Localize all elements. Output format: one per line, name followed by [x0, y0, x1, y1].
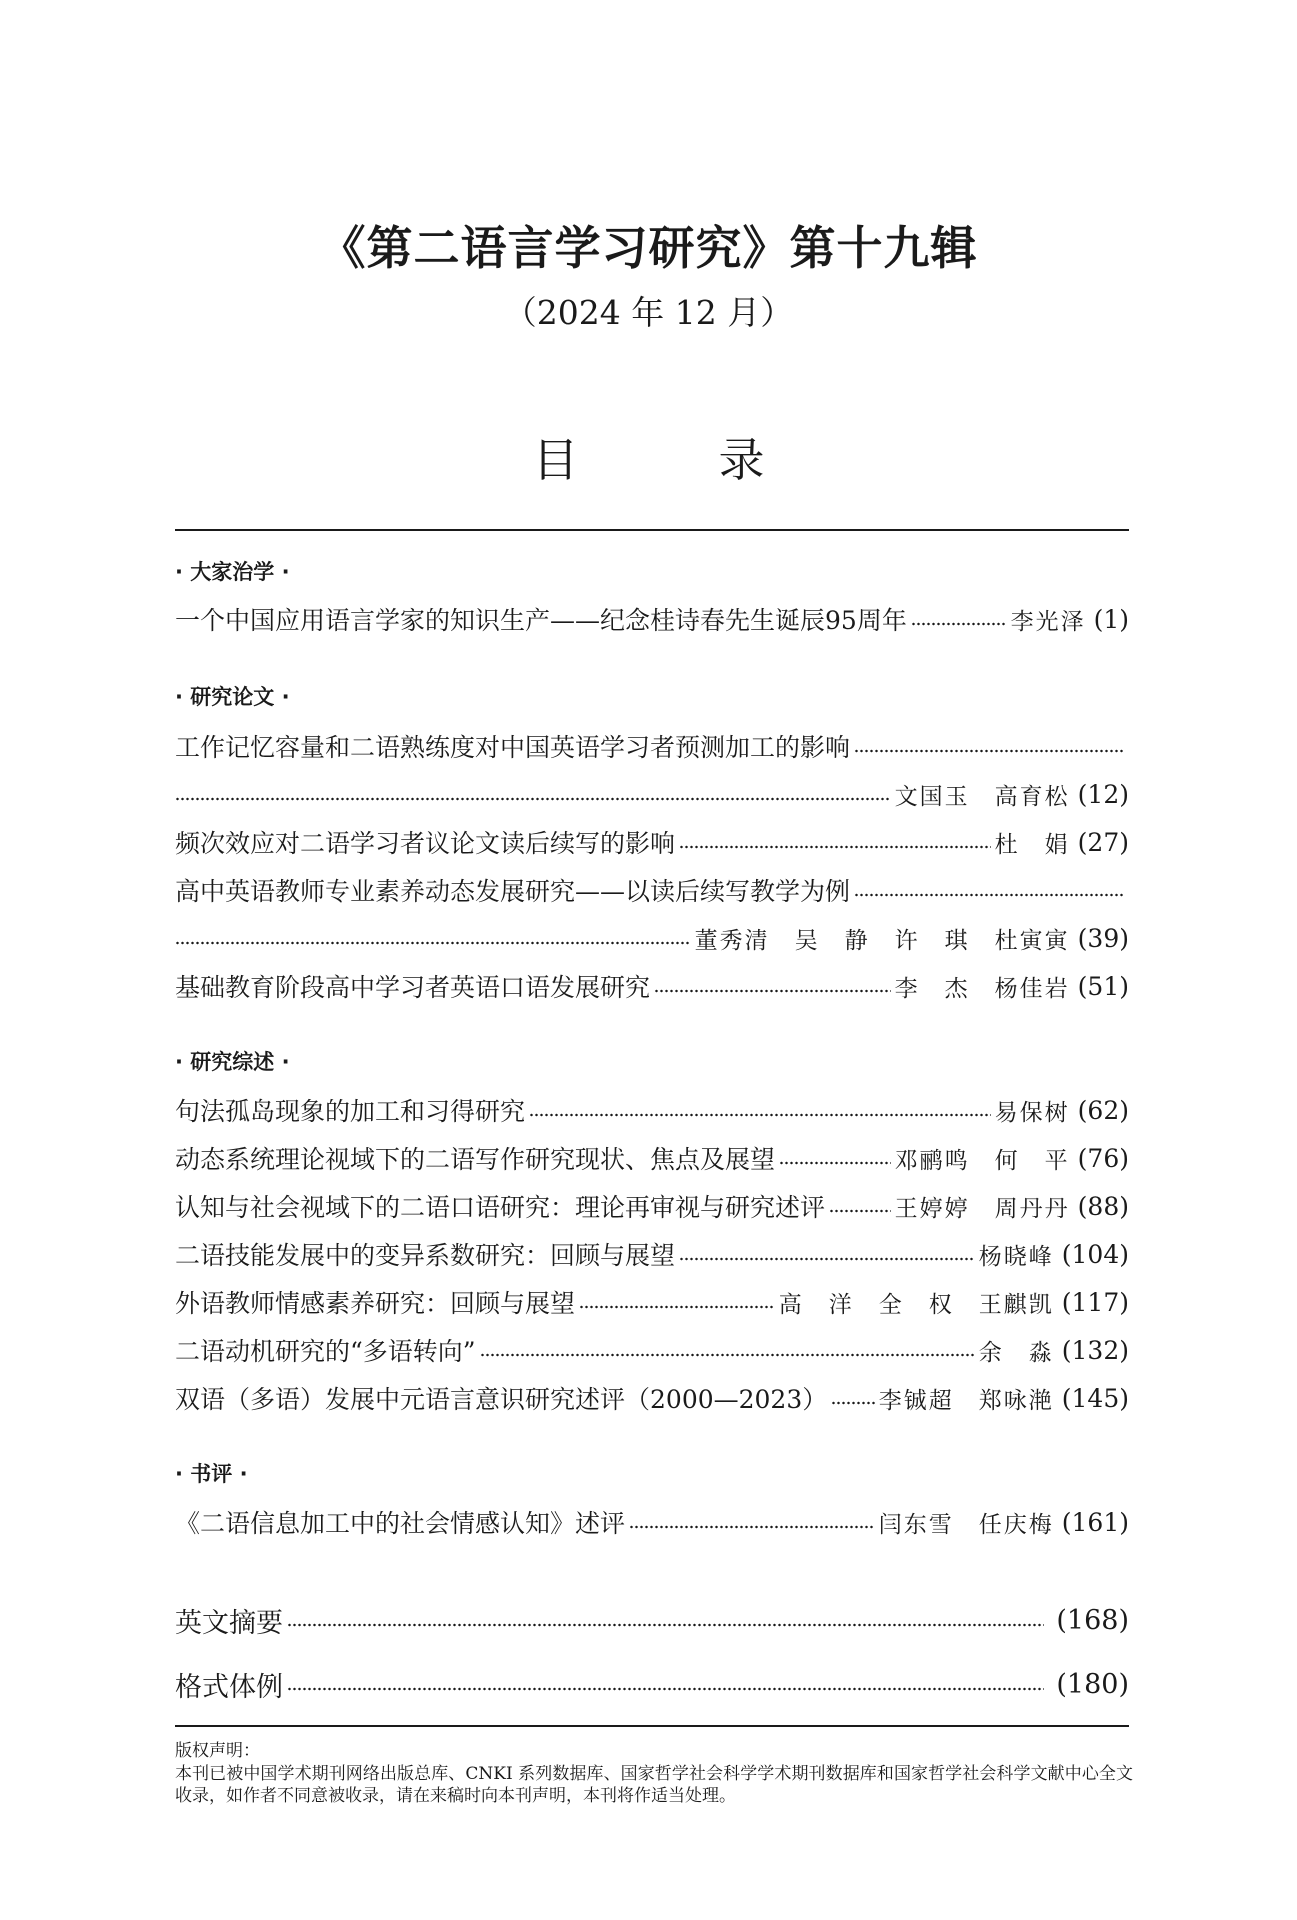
entry-page: (117) — [1061, 1287, 1129, 1317]
entry-title: 频次效应对二语学习者议论文读后续写的影响 — [175, 829, 676, 858]
leader-dots — [579, 1304, 775, 1310]
toc-entry[interactable] — [175, 1502, 1129, 1542]
entry-title: 认知与社会视域下的二语口语研究：理论再审视与研究述评 — [175, 1193, 826, 1222]
leader-dots — [854, 748, 1125, 754]
entry-author: 闫东雪 任庆梅 — [878, 1511, 1054, 1538]
leader-dots — [831, 1400, 875, 1406]
entry-author: 邓鹂鸣 何 平 — [894, 1147, 1070, 1174]
leader-dots — [911, 621, 1007, 627]
entry-title: 二语技能发展中的变异系数研究：回顾与展望 — [175, 1241, 676, 1270]
leader-dots — [175, 796, 891, 802]
bottom-divider — [175, 1725, 1129, 1727]
copyright-label: 版权声明： — [175, 1741, 260, 1761]
copyright-text: 本刊已被中国学术期刊网络出版总库、CNKI 系列数据库、国家哲学社会科学学术期刊数据库和国家哲学社会科学文献中心全文收录，如作者不同意被收录，请在来稿时向本刊声明，本刊将作适当处理。 — [175, 1764, 1133, 1806]
entry-title: 格式体例 — [175, 1671, 283, 1703]
entry-title: 外语教师情感素养研究：回顾与展望 — [175, 1289, 576, 1318]
leader-dots — [679, 844, 991, 850]
entry-author: 易保树 — [994, 1099, 1070, 1126]
entry-title: 双语（多语）发展中元语言意识研究述评（2000—2023） — [175, 1385, 828, 1414]
appendix-entry[interactable] — [175, 1661, 1129, 1707]
entry-page: (76) — [1077, 1143, 1129, 1173]
section-label: · 大家治学 · — [175, 560, 290, 584]
toc-entry-line1[interactable] — [175, 726, 1129, 766]
journal-title: 《第二语言学习研究》第十九辑 — [319, 221, 978, 275]
entry-page: (62) — [1077, 1095, 1129, 1125]
leader-dots — [854, 892, 1125, 898]
toc-entry[interactable] — [175, 1234, 1129, 1274]
entry-author: 余 淼 — [978, 1339, 1054, 1366]
entry-page: (39) — [1077, 923, 1129, 953]
entry-author: 李铖超 郑咏滟 — [878, 1387, 1054, 1414]
entry-author: 杜 娟 — [994, 831, 1070, 858]
entry-title: 英文摘要 — [175, 1607, 283, 1639]
top-divider — [175, 529, 1129, 531]
appendix-entry[interactable] — [175, 1597, 1129, 1643]
entry-author: 李光泽 — [1010, 608, 1086, 635]
entry-page: (145) — [1061, 1383, 1129, 1413]
leader-dots — [829, 1208, 891, 1214]
toc-entry[interactable] — [175, 822, 1129, 862]
toc-entry-line2[interactable] — [175, 774, 1129, 814]
entry-title: 动态系统理论视域下的二语写作研究现状、焦点及展望 — [175, 1145, 776, 1174]
entry-author: 董秀清 吴 静 许 琪 杜寅寅 — [694, 927, 1070, 954]
leader-dots — [175, 940, 691, 946]
entry-page: (168) — [1056, 1604, 1129, 1636]
toc-entry[interactable] — [175, 966, 1129, 1006]
leader-dots — [779, 1160, 891, 1166]
toc-entry-line2[interactable] — [175, 918, 1129, 958]
toc-entry[interactable] — [175, 1330, 1129, 1370]
leader-dots — [654, 988, 891, 994]
section-label: · 书评 · — [175, 1462, 248, 1486]
entry-author: 王婷婷 周丹丹 — [894, 1195, 1070, 1222]
entry-title: 工作记忆容量和二语熟练度对中国英语学习者预测加工的影响 — [175, 733, 851, 762]
leader-dots — [529, 1112, 991, 1118]
toc-heading-char-1: 目 — [532, 433, 579, 487]
entry-title: 二语动机研究的“多语转向” — [175, 1337, 476, 1366]
toc-heading — [0, 430, 1297, 490]
toc-entry[interactable] — [175, 1090, 1129, 1130]
toc-entry[interactable] — [175, 1378, 1129, 1418]
toc-entry-line1[interactable] — [175, 870, 1129, 910]
entry-page: (12) — [1077, 779, 1129, 809]
entry-page: (104) — [1061, 1239, 1129, 1269]
toc-entry[interactable] — [175, 1186, 1129, 1226]
leader-dots — [679, 1256, 975, 1262]
leader-dots — [287, 1686, 1044, 1692]
toc-entry[interactable] — [175, 1138, 1129, 1178]
leader-dots — [287, 1622, 1044, 1628]
leader-dots — [629, 1524, 875, 1530]
entry-title: 《二语信息加工中的社会情感认知》述评 — [175, 1509, 626, 1538]
entry-author: 李 杰 杨佳岩 — [894, 975, 1070, 1002]
entry-author: 文国玉 高育松 — [894, 783, 1070, 810]
entry-page: (27) — [1077, 827, 1129, 857]
entry-author: 高 洋 全 权 王麒凯 — [778, 1291, 1054, 1318]
section-label: · 研究论文 · — [175, 685, 290, 709]
entry-page: (88) — [1077, 1191, 1129, 1221]
entry-page: (180) — [1056, 1668, 1129, 1700]
entry-title: 一个中国应用语言学家的知识生产——纪念桂诗春先生诞辰95周年 — [175, 606, 907, 635]
entry-page: (161) — [1061, 1507, 1129, 1537]
entry-author: 杨晓峰 — [978, 1243, 1054, 1270]
entry-title: 高中英语教师专业素养动态发展研究——以读后续写教学为例 — [175, 877, 851, 906]
entry-page: (51) — [1077, 971, 1129, 1001]
entry-title: 句法孤岛现象的加工和习得研究 — [175, 1097, 526, 1126]
section-label: · 研究综述 · — [175, 1050, 290, 1074]
toc-heading-char-2: 录 — [718, 433, 765, 487]
entry-page: (132) — [1061, 1335, 1129, 1365]
entry-page: (1) — [1093, 604, 1129, 634]
entry-title: 基础教育阶段高中学习者英语口语发展研究 — [175, 973, 651, 1002]
toc-entry[interactable] — [175, 599, 1129, 639]
issue-date: （2024 年 12 月） — [503, 293, 794, 332]
toc-entry[interactable] — [175, 1282, 1129, 1322]
leader-dots — [480, 1352, 975, 1358]
